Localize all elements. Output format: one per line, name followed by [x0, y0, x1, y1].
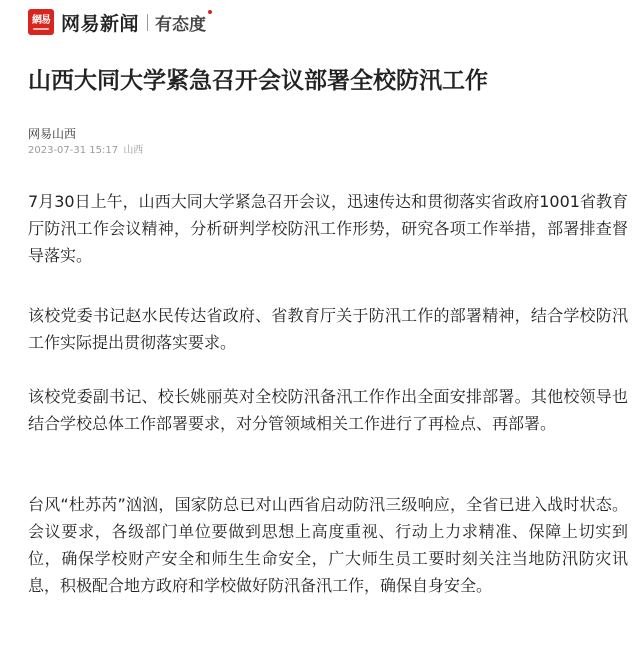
- article-paragraph-4: 台风“杜苏芮”汹汹，国家防总已对山西省启动防汛三级响应，全省已进入战时状态。会议要求，各级部门单位要做到思想上高度重视、行动上力求精准、保障上切实到位，确保学校财产安全和师生生命安全，广大师生员工要时刻关注当地防汛防灾讯息，积极配合地方政府和学校做好防汛备汛工作，确保自身安全。: [28, 495, 628, 595]
- brand-name[interactable]: 网易新闻: [61, 12, 140, 35]
- article-source[interactable]: 网易山西: [28, 127, 77, 141]
- brand-slogan-text: 有态度: [155, 14, 207, 35]
- site-header: [28, 0, 206, 44]
- slogan-dot-icon: [208, 10, 212, 14]
- article-paragraph-3: 该校党委副书记、校长姚丽英对全校防汛备汛工作作出全面安排部署。其他校领导也结合学校总体工作部署要求，对分管领域相关工作进行了再检点、再部署。: [28, 387, 628, 433]
- article-location: 山西: [123, 145, 144, 156]
- netease-logo-icon[interactable]: [28, 9, 54, 35]
- article-datetime: 2023-07-31 15:17: [28, 145, 119, 156]
- logo-underline: [33, 28, 49, 30]
- article-title: 山西大同大学紧急召开会议部署全校防汛工作: [28, 68, 488, 94]
- logo-text: 網易: [32, 15, 50, 26]
- brand-divider: [147, 14, 148, 31]
- article-paragraph-2: 该校党委书记赵水民传达省政府、省教育厅关于防汛工作的部署精神，结合学校防汛工作实际提出贯彻落实要求。: [28, 306, 628, 352]
- article-paragraph-1: 7月30日上午，山西大同大学紧急召开会议，迅速传达和贯彻落实省政府1001省教育厅防汛工作会议精神，分析研判学校防汛工作形势，研究各项工作举措，部署排查督导落实。: [28, 192, 628, 265]
- article-meta: [28, 144, 143, 158]
- brand-slogan: [155, 10, 206, 35]
